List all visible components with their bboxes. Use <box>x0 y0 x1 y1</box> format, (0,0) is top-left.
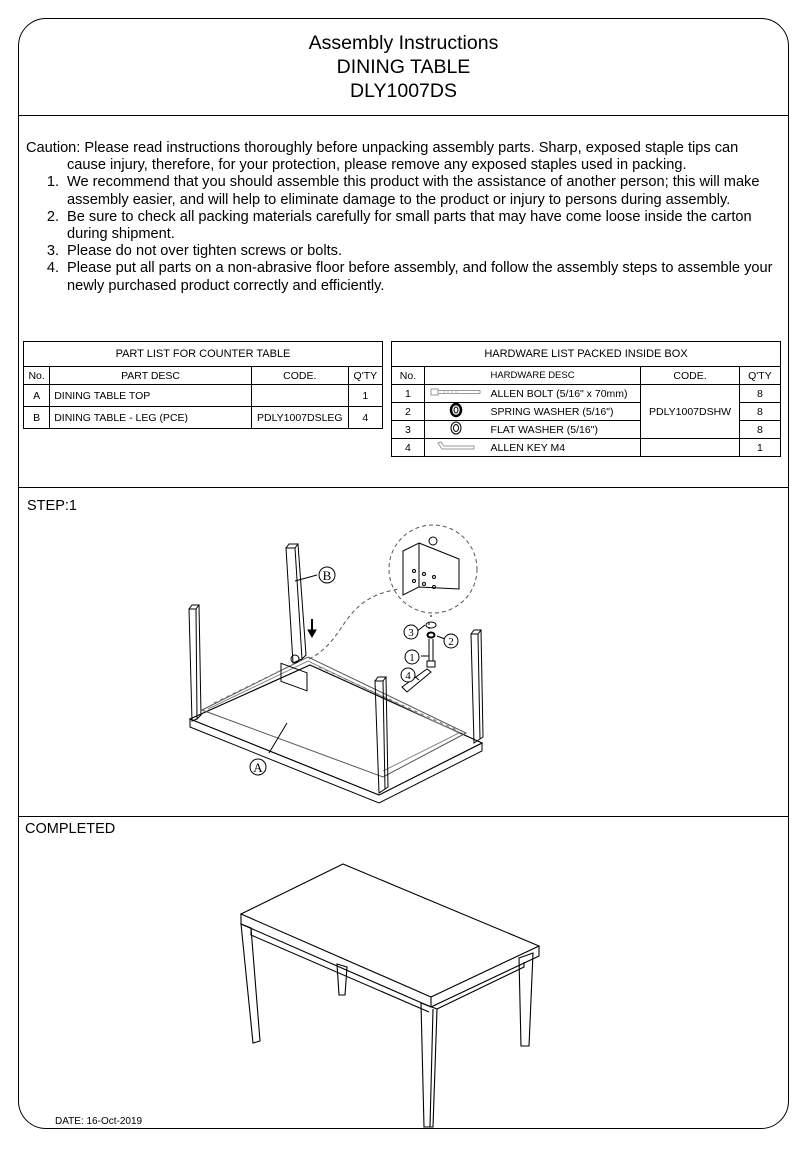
table-row: 4 ALLEN KEY M4 1 <box>392 439 781 457</box>
table-row: A DINING TABLE TOP 1 <box>24 385 383 407</box>
caution-block <box>26 140 781 295</box>
caution-intro: Caution: Please read instructions thoroughly before unpacking assembly parts. Sharp, exposed staple tips can <box>26 140 739 156</box>
callout-2: 2 <box>448 636 454 648</box>
instruction-sheet <box>18 18 789 1129</box>
allen-key-icon <box>424 439 486 457</box>
step1-diagram <box>19 489 789 809</box>
column-header: CODE. <box>251 367 348 385</box>
bolt-icon <box>424 385 486 403</box>
divider <box>19 115 788 116</box>
step-label: STEP:1 <box>27 498 77 514</box>
caution-intro-cont: cause injury, therefore, for your protection, please remove any exposed staples used in packing. <box>67 157 687 174</box>
column-header: CODE. <box>641 367 740 385</box>
column-header: No. <box>392 367 425 385</box>
callout-1: 1 <box>409 652 415 664</box>
hardware-list-title: HARDWARE LIST PACKED INSIDE BOX <box>392 342 781 367</box>
product-name: DINING TABLE <box>336 56 471 78</box>
table-row: 2 SPRING WASHER (5/16") 8 <box>392 403 781 421</box>
hardware-code: PDLY1007DSHW <box>641 385 740 439</box>
spring-washer-icon <box>424 403 486 421</box>
table-row: B DINING TABLE - LEG (PCE) PDLY1007DSLEG 4 <box>24 407 383 429</box>
caution-item: 4. Please put all parts on a non-abrasive floor before assembly, and follow the assembly steps to assemble your newly purchased product correctly and efficiently. <box>46 260 773 294</box>
callout-a: A <box>253 760 263 775</box>
column-header: Q'TY <box>739 367 780 385</box>
column-header: No. <box>24 367 50 385</box>
part-list-title: PART LIST FOR COUNTER TABLE <box>24 342 383 367</box>
sheet-title: Assembly Instructions <box>308 32 499 54</box>
callout-4: 4 <box>405 670 411 682</box>
caution-item: 3. Please do not over tighten screws or bolts. <box>46 243 342 260</box>
hardware-list-table <box>391 341 781 457</box>
divider <box>19 816 788 817</box>
divider <box>19 487 788 488</box>
completed-table-drawing <box>19 849 789 1129</box>
flat-washer-icon <box>424 421 486 439</box>
caution-item: 2. Be sure to check all packing materials carefully for small parts that may have come loose inside the carton during shipment. <box>46 208 752 243</box>
table-row: 3 FLAT WASHER (5/16") 8 <box>392 421 781 439</box>
callout-3: 3 <box>408 627 414 639</box>
column-header: PART DESC <box>50 367 252 385</box>
date-stamp: DATE: 16-Oct-2019 <box>55 1116 143 1127</box>
model-number: DLY1007DS <box>350 80 457 102</box>
callout-b: B <box>322 568 332 583</box>
column-header: Q'TY <box>348 367 382 385</box>
part-list-table <box>23 341 383 429</box>
caution-item: 1. We recommend that you should assemble this product with the assistance of another person; this will make assembly easier, and will help to eliminate damage to the product or injury to persons during assembly. <box>46 174 760 208</box>
column-header: HARDWARE DESC <box>424 367 640 385</box>
completed-label: COMPLETED <box>25 821 116 837</box>
table-row: 1 ALLEN BOLT (5/16" x 70mm) PDLY1007DSHW 8 <box>392 385 781 403</box>
